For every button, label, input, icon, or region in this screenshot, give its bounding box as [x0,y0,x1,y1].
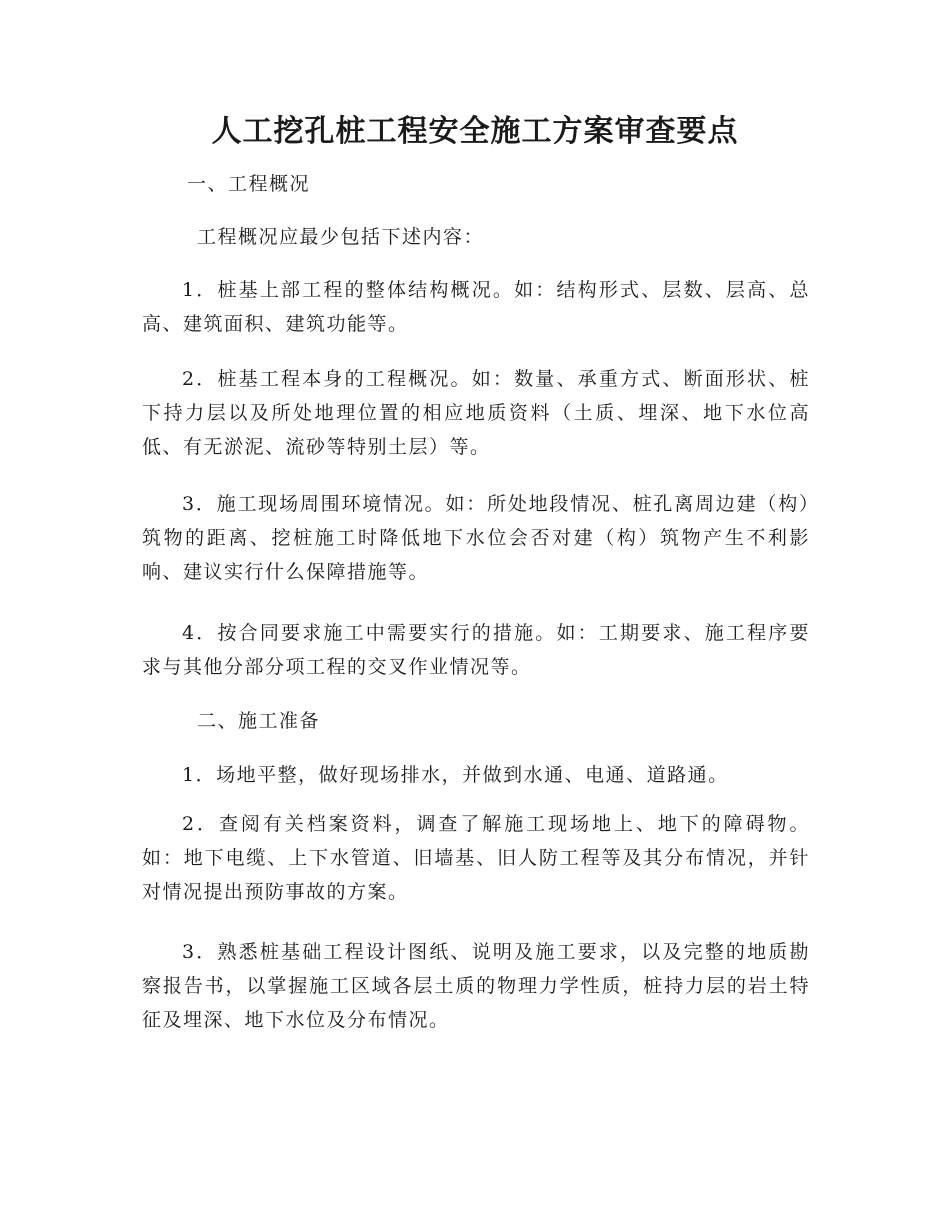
section-heading-preparation: 二、施工准备 [197,710,321,732]
document-title: 人工挖孔桩工程安全施工方案审查要点 [211,114,739,149]
overview-item-4: 4．按合同要求施工中需要实行的措施。如：工期要求、施工程序要求与其他分部分项工程的交叉作业情况等。 [142,622,810,678]
overview-item-3: 3．施工现场周围环境情况。如：所处地段情况、桩孔离周边建（构）筑物的距离、挖桩施工时降低地下水位会否对建（构）筑物产生不利影响、建议实行什么保障措施等。 [142,493,810,583]
section-intro: 工程概况应最少包括下述内容： [197,226,485,248]
overview-item-2: 2．桩基工程本身的工程概况。如：数量、承重方式、断面形状、桩下持力层以及所处地理位置的相应地质资料（土质、埋深、地下水位高低、有无淤泥、流砂等特别土层）等。 [142,368,810,458]
preparation-item-2: 2．查阅有关档案资料，调查了解施工现场地上、地下的障碍物。如：地下电缆、上下水管道、旧墙基、旧人防工程等及其分布情况，并针对情况提出预防事故的方案。 [142,813,810,903]
overview-item-1: 1．桩基上部工程的整体结构概况。如：结构形式、层数、层高、总高、建筑面积、建筑功能等。 [142,279,810,335]
section-heading-overview: 一、工程概况 [187,173,311,195]
preparation-item-3: 3．熟悉桩基础工程设计图纸、说明及施工要求，以及完整的地质勘察报告书，以掌握施工区域各层土质的物理力学性质，桩持力层的岩土特征及埋深、地下水位及分布情况。 [142,941,810,1031]
preparation-item-1: 1．场地平整，做好现场排水，并做到水通、电通、道路通。 [182,764,729,786]
